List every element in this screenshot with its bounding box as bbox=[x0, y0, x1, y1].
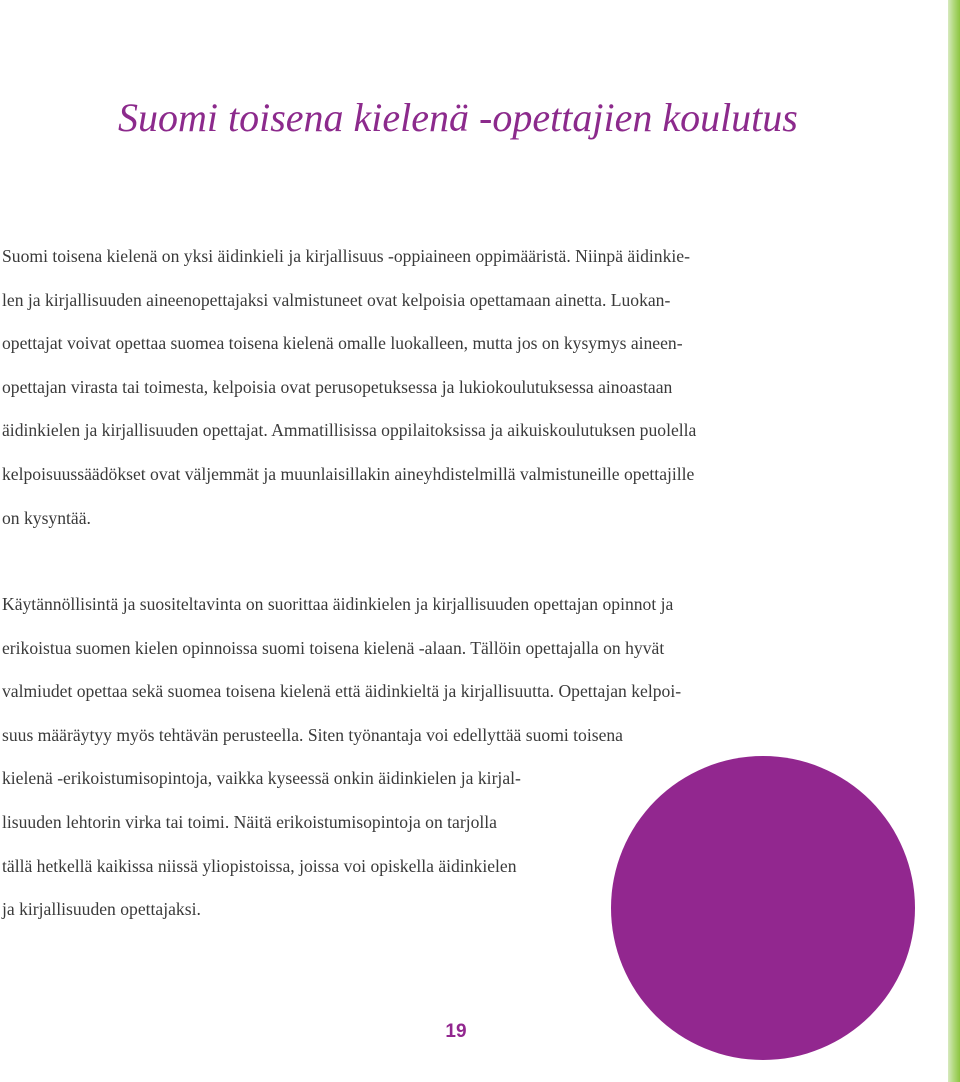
paragraph-line: opettajan virasta tai toimesta, kelpoisia ovat perusopetuksessa ja lukiokoulutuksessa ainoastaan bbox=[2, 376, 673, 397]
paragraph-1 bbox=[2, 235, 822, 540]
paragraph-line: tällä hetkellä kaikissa niissä yliopistoissa, joissa voi opiskella äidinkielen bbox=[2, 855, 517, 876]
paragraph-line: Käytännöllisintä ja suositeltavinta on suorittaa äidinkielen ja kirjallisuuden opettajan opinnot ja bbox=[2, 594, 674, 614]
paragraph-line: lisuuden lehtorin virka tai toimi. Näitä erikoistumisopintoja on tarjolla bbox=[2, 811, 497, 832]
paragraph-line: opettajat voivat opettaa suomea toisena kielenä omalle luokalleen, mutta jos on kysymys aineen- bbox=[2, 333, 683, 354]
paragraph-line: äidinkielen ja kirjallisuuden opettajat. Ammatillisissa oppilaitoksissa ja aikuiskoulutuksen puolella bbox=[2, 420, 697, 441]
page-title: Suomi toisena kielenä -opettajien koulutus bbox=[118, 95, 798, 140]
paragraph-line: kelpoisuussäädökset ovat väljemmät ja muunlaisillakin aineyhdistelmillä valmistuneille opettajille bbox=[2, 463, 695, 484]
paragraph-line: kielenä -erikoistumisopintoja, vaikka kyseessä onkin äidinkielen ja kirjal- bbox=[2, 768, 521, 789]
paragraph-line: erikoistua suomen kielen opinnoissa suomi toisena kielenä -alaan. Tällöin opettajalla on hyvät bbox=[2, 637, 665, 658]
paragraph-line: valmiudet opettaa sekä suomea toisena kielenä että äidinkieltä ja kirjallisuutta. Opettajan kelpoi- bbox=[2, 681, 682, 702]
page-number: 19 bbox=[445, 1021, 467, 1042]
paragraph-line: ja kirjallisuuden opettajaksi. bbox=[2, 899, 201, 920]
decorative-circle bbox=[611, 756, 915, 1060]
paragraph-line: suus määräytyy myös tehtävän perusteella. Siten työnantaja voi edellyttää suomi toisena bbox=[2, 724, 623, 745]
paragraph-line: Suomi toisena kielenä on yksi äidinkieli ja kirjallisuus -oppiaineen oppimääristä. Niinpä äidinkie- bbox=[2, 246, 690, 266]
paragraph-line: len ja kirjallisuuden aineenopettajaksi valmistuneet ovat kelpoisia opettamaan ainetta. Luokan- bbox=[2, 289, 671, 310]
paragraph-line: on kysyntää. bbox=[2, 507, 91, 528]
side-accent-bar bbox=[948, 0, 960, 1082]
